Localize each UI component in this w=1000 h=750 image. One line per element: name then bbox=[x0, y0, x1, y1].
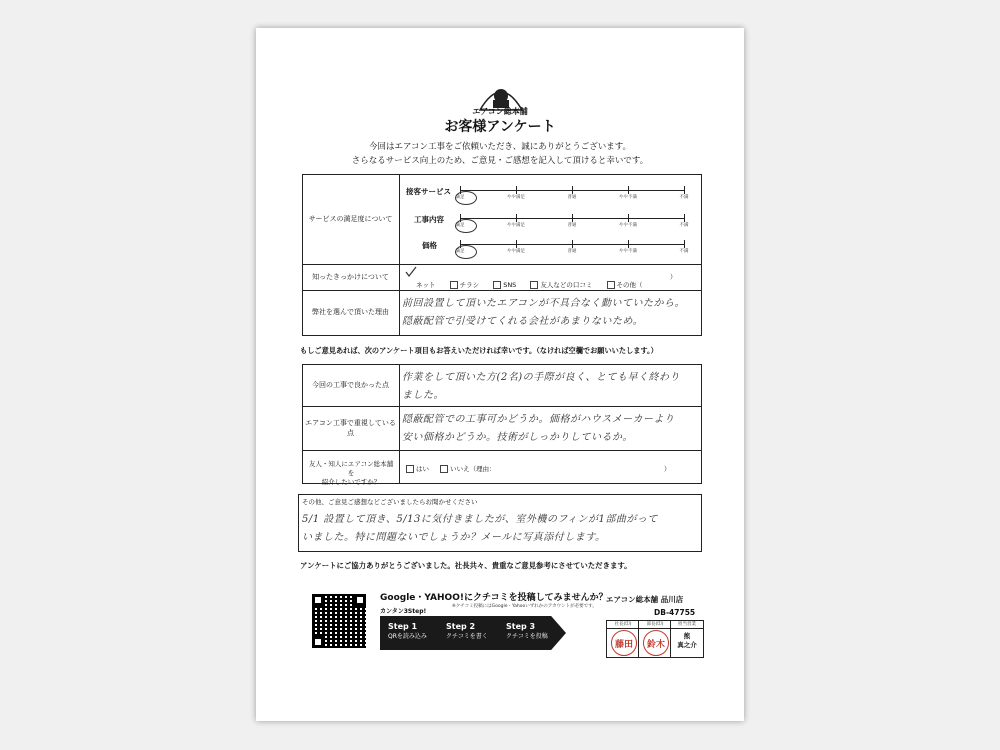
scale-tick bbox=[516, 214, 517, 222]
scale-label[interactable]: やや満足 bbox=[507, 249, 525, 254]
other-comments-line-2: いました。特に問題ないでしょうか？メールに写真添付します。 bbox=[302, 532, 606, 543]
reason-answer-line-1: 前回設置して頂いたエアコンが不具合なく動いていたから。 bbox=[402, 298, 685, 309]
scale-label[interactable]: やや不満 bbox=[619, 195, 637, 200]
scale-label[interactable]: 普通 bbox=[567, 223, 577, 228]
qr-code-icon[interactable] bbox=[312, 594, 366, 648]
recommend-close: ） bbox=[664, 465, 671, 473]
scale-tick bbox=[572, 214, 573, 222]
reason-label: 弊社を選んで頂いた理由 bbox=[312, 308, 389, 316]
priority-line-2: 安い価格かどうか。技術がしっかりしているか。 bbox=[402, 432, 633, 443]
scale-tick bbox=[572, 186, 573, 194]
scale-label[interactable]: やや満足 bbox=[507, 223, 525, 228]
sign-header-president: 社長(印) bbox=[614, 622, 632, 627]
option-other[interactable]: その他（ bbox=[607, 280, 643, 289]
option-other-close: ） bbox=[670, 273, 677, 281]
scale-label[interactable]: やや満足 bbox=[507, 195, 525, 200]
scale-tick bbox=[684, 214, 685, 222]
scale-tick bbox=[460, 240, 461, 248]
reason-answer-line-2: 隠蔽配管で引受けてくれる会社があまりないため。 bbox=[402, 316, 644, 327]
scale-label[interactable]: やや不満 bbox=[619, 249, 637, 254]
survey-sheet bbox=[256, 28, 744, 721]
step-3: Step 3 クチコミを投稿 bbox=[506, 622, 548, 640]
logo-text: エアコン総本舗 bbox=[472, 107, 528, 116]
good-point-label: 今回の工事で良かった点 bbox=[312, 381, 389, 389]
row-label-price: 価格 bbox=[422, 241, 437, 250]
other-comments-line-1: 5/1 設置して頂き、5/13に気付きましたが、室外機のフィンが1部曲がって bbox=[302, 514, 658, 525]
how-known-label: 知ったきっかけについて bbox=[312, 273, 389, 281]
scale-tick bbox=[684, 186, 685, 194]
option-net[interactable]: ネット bbox=[406, 280, 436, 289]
scale-label[interactable]: 普通 bbox=[567, 249, 577, 254]
page-title: お客様アンケート bbox=[444, 119, 556, 135]
scale-tick bbox=[516, 240, 517, 248]
scale-label[interactable]: 不満 bbox=[679, 249, 689, 254]
recommend-label: 友人・知人にエアコン総本舗を 紹介したいですか？ bbox=[308, 460, 394, 486]
row-label-service: 接客サービス bbox=[406, 187, 451, 196]
satisfaction-label: サービスの満足度について bbox=[308, 215, 393, 223]
scale-tick bbox=[628, 214, 629, 222]
priority-line-1: 隠蔽配管での工事可かどうか。価格がハウスメーカーより bbox=[402, 414, 675, 425]
good-point-line-2: ました。 bbox=[402, 390, 444, 401]
stamp-suzuki: 鈴木 bbox=[643, 630, 669, 656]
scale-tick bbox=[572, 240, 573, 248]
recommend-no[interactable]: いいえ（理由： bbox=[440, 464, 496, 473]
store-name: エアコン総本舗 品川店 bbox=[606, 595, 684, 604]
review-heading: Google・YAHOO!にクチコミを投稿してみませんか？ bbox=[380, 593, 608, 603]
scale-label[interactable]: 満足 bbox=[455, 195, 465, 200]
priority-label: エアコン工事で重視している点 bbox=[305, 419, 396, 437]
scale-label[interactable]: 普通 bbox=[567, 195, 577, 200]
stamp-fujita: 藤田 bbox=[611, 630, 637, 656]
thanks-message: アンケートにご協力ありがとうございました。社長共々、貴重なご意見参考にさせていただきます。 bbox=[300, 561, 632, 570]
other-comments-label: その他、ご意見ご感想などございましたらお聞かせください bbox=[302, 498, 478, 506]
store-code: DB-47755 bbox=[654, 608, 696, 617]
scale-label[interactable]: 不満 bbox=[679, 195, 689, 200]
step-1: Step 1 QRを読み込み bbox=[388, 622, 427, 640]
scale-tick bbox=[460, 186, 461, 194]
staff-name: 熊 真之介 bbox=[677, 632, 697, 649]
option-word-of-mouth[interactable]: 友人などの口コミ bbox=[530, 280, 592, 289]
scale-tick bbox=[684, 240, 685, 248]
how-known-options bbox=[406, 272, 652, 291]
scale-label[interactable]: 満足 bbox=[455, 249, 465, 254]
scale-tick bbox=[460, 214, 461, 222]
row-label-work: 工事内容 bbox=[414, 215, 444, 224]
good-point-line-1: 作業をして頂いた方(2名)の手際が良く、とても早く終わり bbox=[402, 372, 680, 383]
intro-line-2: さらなるサービス向上のため、ご意見・ご感想を記入して頂けると幸いです。 bbox=[351, 156, 649, 166]
scale-label[interactable]: 不満 bbox=[679, 223, 689, 228]
checkmark-icon bbox=[404, 266, 418, 278]
sign-header-sales: 担当営業 bbox=[678, 622, 696, 627]
step-2: Step 2 クチコミを書く bbox=[446, 622, 488, 640]
scale-tick bbox=[516, 186, 517, 194]
intro-line-1: 今回はエアコン工事をご依頼いただき、誠にありがとうございます。 bbox=[368, 142, 632, 152]
review-note: ※クチコミ投稿にはGoogle・Yahooいずれかのアカウントが必要です。 bbox=[452, 604, 597, 609]
option-sns[interactable]: SNS bbox=[493, 281, 516, 289]
scale-label[interactable]: やや不満 bbox=[619, 223, 637, 228]
recommend-options bbox=[406, 464, 505, 473]
scale-tick bbox=[628, 240, 629, 248]
sign-header-manager: 部長(印) bbox=[646, 622, 664, 627]
option-flyer[interactable]: チラシ bbox=[450, 280, 480, 289]
easy-steps-label: カンタン3Step! bbox=[380, 608, 427, 615]
scale-label[interactable]: 満足 bbox=[455, 223, 465, 228]
scale-tick bbox=[628, 186, 629, 194]
recommend-yes[interactable]: はい bbox=[406, 464, 429, 473]
section2-intro: もしご意見あれば、次のアンケート項目もお答えいただければ幸いです。（なければ空欄でお願いいたします。） bbox=[300, 346, 658, 355]
